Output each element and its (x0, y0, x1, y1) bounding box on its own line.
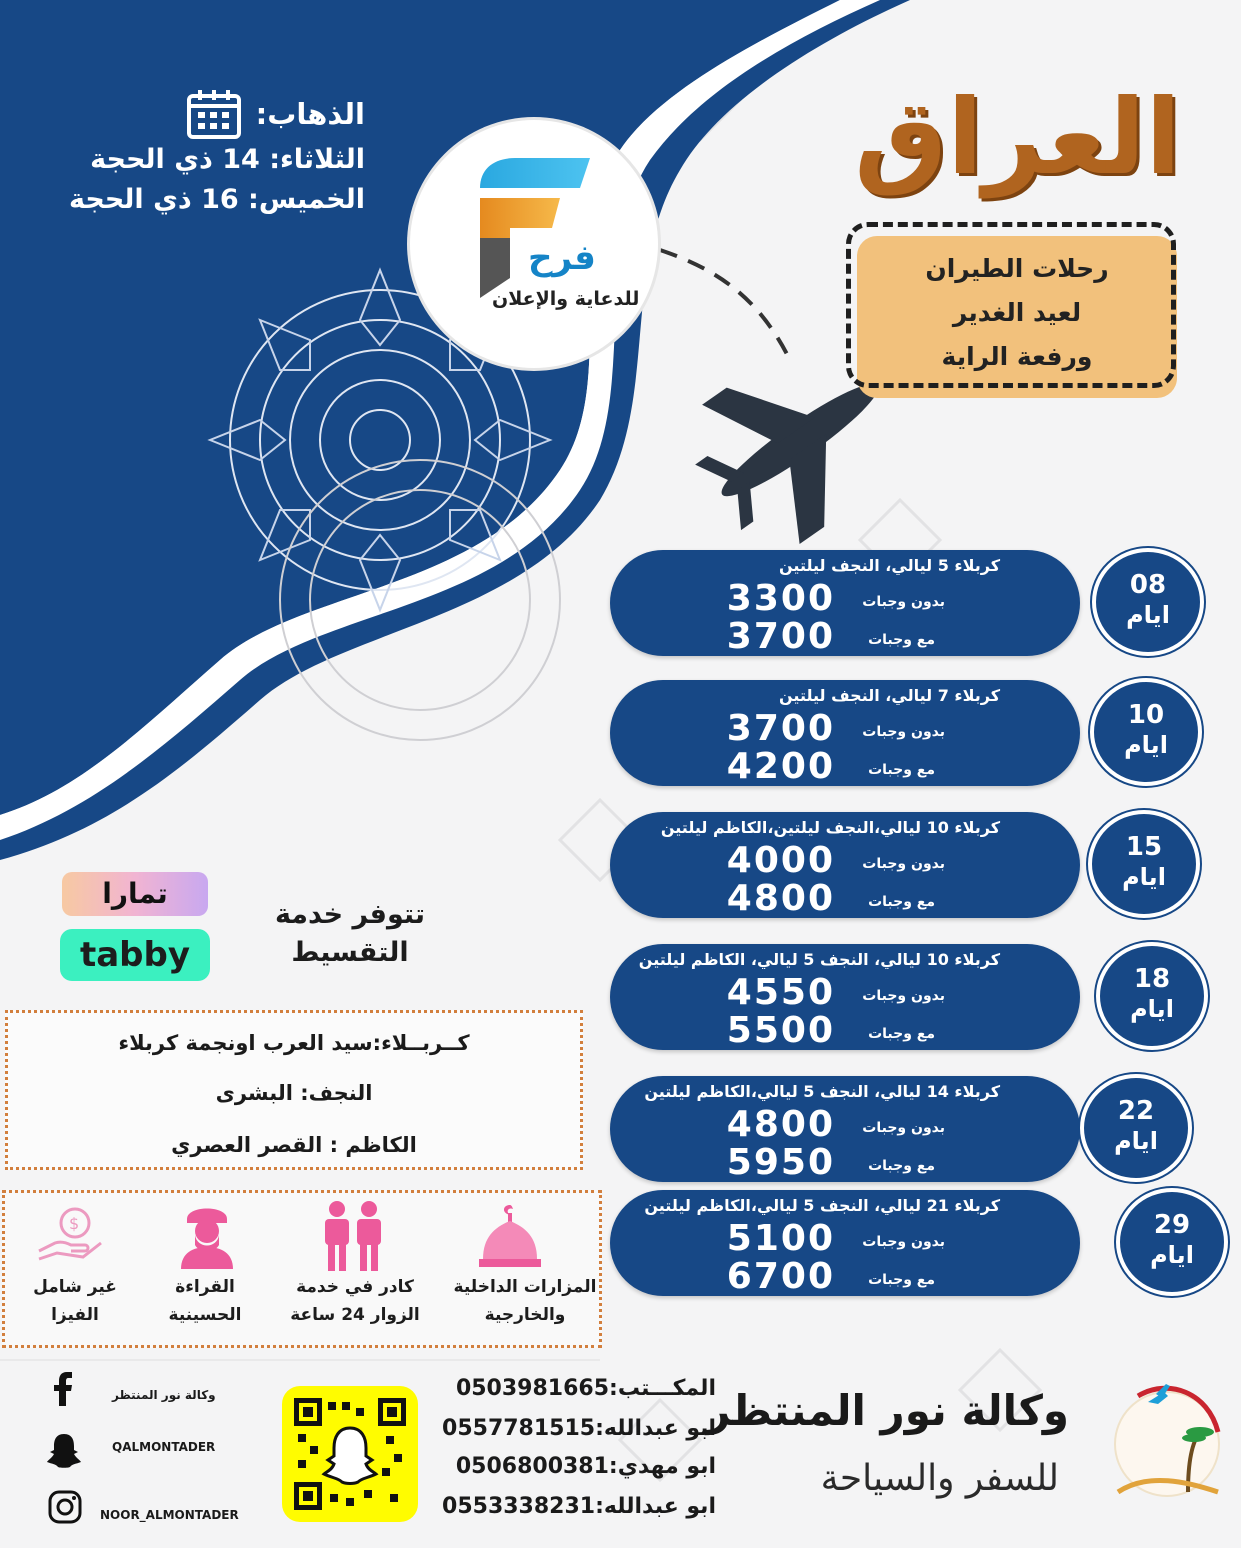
money-hand-icon (35, 1203, 105, 1265)
no-meals-label: بدون وجبات (862, 1120, 945, 1136)
reciter-icon (175, 1201, 239, 1269)
meals-price: 3700 (726, 616, 835, 657)
service-line: المزارات الداخلية (453, 1277, 597, 1297)
services-box (2, 1190, 602, 1348)
days-count: 22 (1117, 1096, 1155, 1126)
no-meals-price: 5100 (726, 1218, 835, 1259)
days-count: 29 (1153, 1210, 1191, 1240)
service-label (0, 1273, 150, 1329)
contact-number: 0557781515 (442, 1416, 596, 1441)
promo-dashed-border (846, 222, 1176, 388)
days-count: 18 (1133, 964, 1171, 994)
service-label (280, 1273, 430, 1329)
contact-number: 0553338231 (442, 1494, 596, 1519)
days-badge (1096, 942, 1208, 1050)
service-line: الزوار 24 ساعة (290, 1305, 420, 1325)
no-meals-price: 4550 (726, 972, 835, 1013)
days-count: 15 (1125, 832, 1163, 862)
package-card (610, 944, 1080, 1050)
package-card (610, 812, 1080, 918)
days-badge (1080, 1074, 1192, 1182)
days-badge (1116, 1188, 1228, 1296)
contact-row[interactable] (426, 1416, 716, 1454)
days-unit: ايام (1150, 1241, 1194, 1269)
promo-line: لعيد الغدير (952, 298, 1082, 327)
no-meals-label: بدون وجبات (862, 856, 945, 872)
agency-subtitle: للسفر والسياحة (820, 1458, 1059, 1499)
no-meals-label: بدون وجبات (862, 988, 945, 1004)
days-unit: ايام (1114, 1127, 1158, 1155)
meals-price: 5950 (726, 1142, 835, 1183)
package-description: كربلاء 5 ليالي، النجف ليلتين (779, 556, 1000, 575)
contacts-list (426, 1376, 716, 1532)
contact-label: ابو عبدالله: (595, 1416, 716, 1441)
tamara-logo: تمارا (62, 872, 208, 916)
installment-line: تتوفر خدمة (274, 899, 426, 930)
contact-row[interactable] (426, 1494, 716, 1532)
package-description: كربلاء 10 ليالي،النجف ليلتين،الكاظم ليلتين (660, 818, 1000, 837)
package-card (610, 680, 1080, 786)
logo-subtitle: للدعاية والإعلان (492, 288, 640, 310)
brand-logo (410, 120, 658, 368)
facebook-icon[interactable] (48, 1372, 82, 1406)
contact-row[interactable] (426, 1376, 716, 1416)
qr-pattern-icon (294, 1398, 406, 1510)
promo-line: رحلات الطيران (925, 254, 1109, 283)
service-line: الحسينية (168, 1305, 242, 1325)
installment-text (240, 896, 460, 972)
meals-price: 6700 (726, 1256, 835, 1297)
package-description: كربلاء 7 ليالي، النجف ليلتين (779, 686, 1000, 705)
days-count: 10 (1127, 700, 1165, 730)
meals-label: مع وجبات (868, 1026, 935, 1042)
days-badge (1088, 810, 1200, 918)
hotels-box (5, 1010, 583, 1170)
no-meals-label: بدون وجبات (862, 724, 945, 740)
agency-name: وكالة نور المنتظر (706, 1386, 1069, 1435)
meals-label: مع وجبات (868, 632, 935, 648)
logo-name: فرح (528, 238, 596, 278)
meals-price: 4200 (726, 746, 835, 787)
facebook-handle[interactable]: وكالة نور المنتظر (112, 1388, 216, 1402)
instagram-handle[interactable]: NOOR_ALMONTADER (100, 1508, 239, 1522)
meals-label: مع وجبات (868, 1158, 935, 1174)
days-badge (1092, 548, 1204, 656)
days-unit: ايام (1126, 601, 1170, 629)
days-unit: ايام (1130, 995, 1174, 1023)
snapchat-qr-code[interactable] (282, 1386, 418, 1522)
service-line: كادر في خدمة (296, 1277, 414, 1297)
service-line: الفيزا (51, 1305, 99, 1325)
meals-label: مع وجبات (868, 894, 935, 910)
departure-label: الذهاب: (255, 97, 365, 131)
service-label (130, 1273, 280, 1329)
contact-number: 0506800381 (455, 1454, 609, 1479)
hotel-line: الكاظم : القصر العصري (171, 1133, 417, 1157)
meals-price: 5500 (726, 1010, 835, 1051)
installment-line: التقسيط (291, 937, 409, 968)
contact-number: 0503981665 (455, 1376, 610, 1401)
page-title: العراق (854, 76, 1181, 198)
days-unit: ايام (1122, 863, 1166, 891)
svg-text:$: $ (69, 1214, 80, 1233)
days-count: 08 (1129, 570, 1167, 600)
departure-date: الخميس: 16 ذي الحجة (68, 184, 365, 215)
meals-price: 4800 (726, 878, 835, 919)
package-description: كربلاء 14 ليالي، النجف 5 ليالي،الكاظم ليلتين (644, 1082, 1000, 1101)
no-meals-price: 3300 (726, 578, 835, 619)
service-line: غير شامل (33, 1277, 117, 1297)
meals-label: مع وجبات (868, 762, 935, 778)
service-label (450, 1273, 600, 1329)
mosque-icon (475, 1201, 545, 1271)
days-unit: ايام (1124, 731, 1168, 759)
agency-logo (1108, 1372, 1226, 1512)
snapchat-handle[interactable]: QALMONTADER (112, 1440, 216, 1454)
no-meals-price: 4000 (726, 840, 835, 881)
no-meals-label: بدون وجبات (862, 1234, 945, 1250)
package-card (610, 1190, 1080, 1296)
package-description: كربلاء 10 ليالي، النجف 5 ليالي، الكاظم ليلتين (638, 950, 1000, 969)
instagram-icon[interactable] (48, 1490, 82, 1524)
promo-line: ورفعة الراية (941, 342, 1093, 371)
tabby-logo: tabby (60, 929, 210, 981)
contact-label: ابو عبدالله: (595, 1494, 716, 1519)
contact-label: المكـــتب: (609, 1376, 716, 1401)
contact-row[interactable] (426, 1454, 716, 1494)
staff-icon (317, 1199, 389, 1273)
departure-info (45, 88, 365, 220)
contact-label: ابو مهدي: (608, 1454, 716, 1479)
package-description: كربلاء 21 ليالي، النجف 5 ليالي،الكاظم ليلتين (644, 1196, 1000, 1215)
package-card (610, 1076, 1080, 1182)
no-meals-price: 3700 (726, 708, 835, 749)
hotel-line: كــربــلاء:سيد العرب اونجمة كربلاء (118, 1031, 470, 1055)
service-line: القراءة (175, 1277, 235, 1297)
hotel-line: النجف: البشرى (215, 1081, 373, 1105)
no-meals-price: 4800 (726, 1104, 835, 1145)
service-line: والخارجية (484, 1305, 566, 1325)
calendar-icon (186, 88, 242, 140)
logo-f-icon (470, 158, 600, 308)
package-card (610, 550, 1080, 656)
meals-label: مع وجبات (868, 1272, 935, 1288)
departure-date: الثلاثاء: 14 ذي الحجة (90, 144, 365, 175)
no-meals-label: بدون وجبات (862, 594, 945, 610)
snapchat-icon[interactable] (46, 1432, 82, 1468)
days-badge (1090, 678, 1202, 786)
